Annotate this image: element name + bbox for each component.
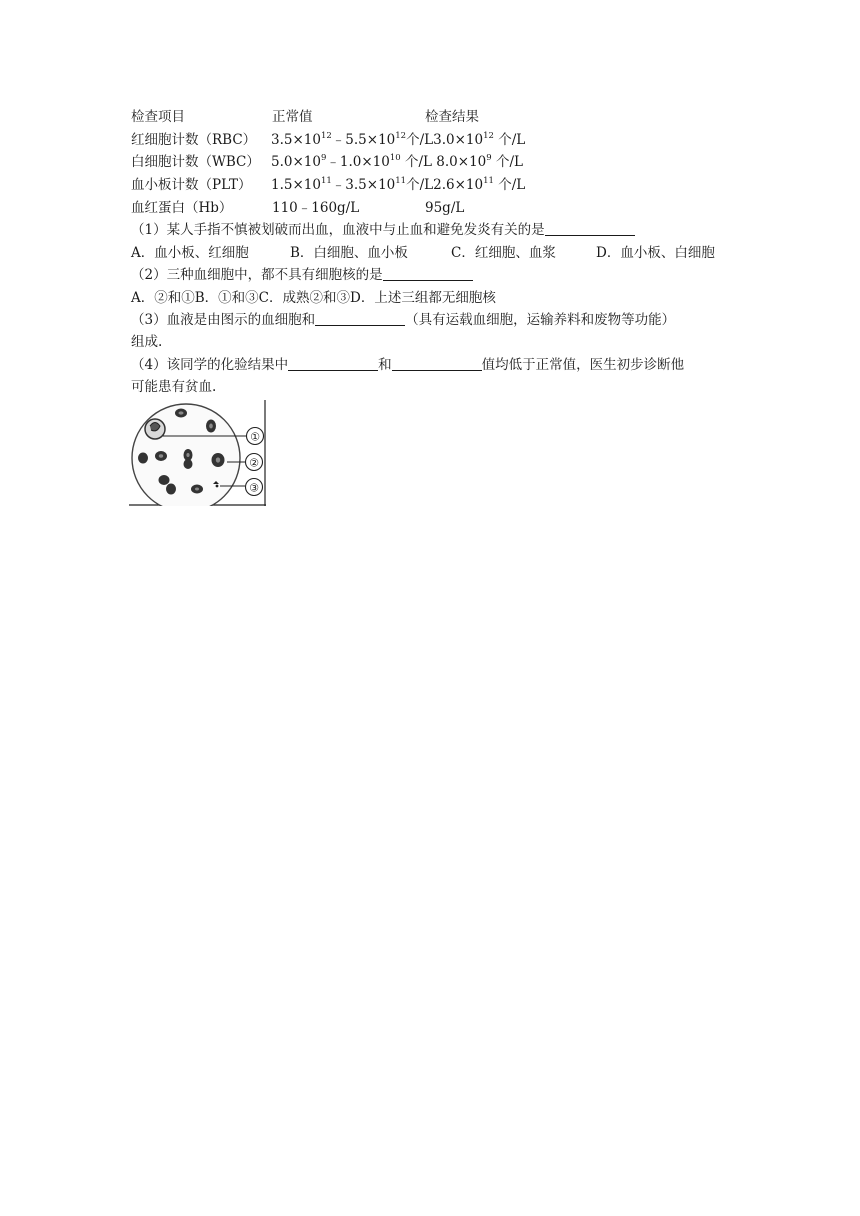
row-result: $8.0\times 10^9$ 个/L <box>436 153 523 170</box>
option-a: A．血小板、红细胞 <box>131 245 249 261</box>
option-c: C．红细胞、血浆 <box>451 245 556 261</box>
question-stem: （3）血液是由图示的血细胞和 <box>131 312 316 328</box>
blood-smear-figure <box>129 400 266 506</box>
row-normal: $3.5\times 10^{12}﹣5.5\times 10^{12}$个$/L3.0\times 10^{12}$ 个/L <box>271 131 526 148</box>
option-b: B．白细胞、血小板 <box>290 245 408 261</box>
figure-label-1: ① <box>250 430 260 444</box>
question-4 <box>131 355 684 375</box>
question-stem: （4）该同学的化验结果中 <box>131 357 289 373</box>
row-result: $3.0\times 10^{12}$ 个/L <box>433 131 526 148</box>
row-normal: $1.5\times 10^{11}﹣3.5\times 10^{11}$个$/L2.6\times 10^{11}$ 个/L <box>271 176 526 193</box>
row-item: 白细胞计数（WBC） <box>131 154 260 170</box>
header-item: 检查项目 <box>131 109 185 125</box>
row-result: 95g/L <box>425 200 465 216</box>
question-tail: 组成. <box>131 334 163 350</box>
question-tail: 值均低于正常值，医生初步诊断他 <box>481 357 685 373</box>
question-3 <box>131 310 675 330</box>
row-item: 红细胞计数（RBC） <box>131 132 257 148</box>
option-a: A．②和① <box>131 290 195 306</box>
question-2 <box>131 265 473 285</box>
option-d: D．上述三组都无细胞核 <box>350 290 496 306</box>
header-result: 检查结果 <box>425 109 479 125</box>
option-d: D．血小板、白细胞 <box>596 245 715 261</box>
question-3-cont <box>131 332 162 352</box>
question-tail: （具有运载血细胞，运输养料和废物等功能） <box>405 312 676 328</box>
question-2-options <box>131 288 496 308</box>
row-item: 血小板计数（PLT） <box>131 177 252 193</box>
answer-blank-2[interactable] <box>392 356 482 371</box>
row-result: $2.6\times 10^{11}$ 个/L <box>433 176 526 193</box>
figure-label-3: ③ <box>249 481 259 495</box>
question-stem: （1）某人手指不慎被划破而出血，血液中与止血和避免发炎有关的是 <box>131 222 545 238</box>
question-1 <box>131 220 635 240</box>
header-normal: 正常值 <box>272 109 313 125</box>
answer-blank[interactable] <box>383 266 473 281</box>
question-stem: （2）三种血细胞中，都不具有细胞核的是 <box>131 267 383 283</box>
answer-blank[interactable] <box>545 221 635 236</box>
question-tail: 可能患有贫血. <box>131 379 217 395</box>
figure-label-2: ② <box>249 456 259 470</box>
option-c: C．成熟②和③ <box>258 290 351 306</box>
answer-blank-1[interactable] <box>288 356 378 371</box>
answer-blank[interactable] <box>315 311 405 326</box>
row-normal: $5.0\times 10^9﹣1.0\times 10^{10}$ 个/L $8.0\times 10^9$ 个/L <box>271 153 523 170</box>
option-b: B．①和③ <box>194 290 259 306</box>
row-item: 血红蛋白（Hb） <box>131 200 233 216</box>
blood-smear-image <box>129 400 266 506</box>
question-4-cont <box>131 377 216 397</box>
row-normal: 110﹣160g/L <box>272 200 360 216</box>
question-connector: 和 <box>378 357 392 373</box>
